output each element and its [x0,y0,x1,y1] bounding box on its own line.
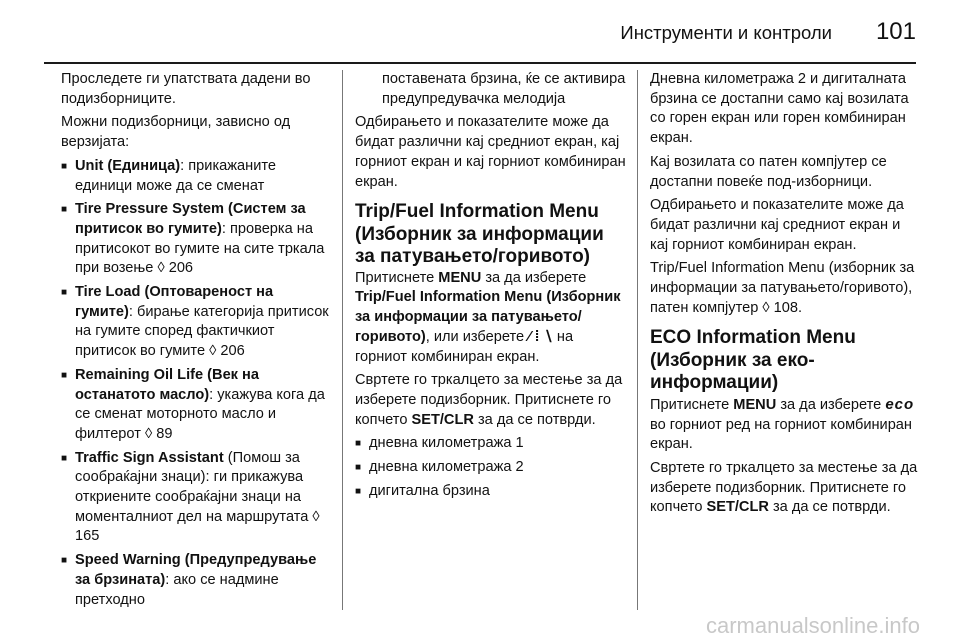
list-item: ■ дневна километража 1 [355,434,627,454]
set-clr-label: SET/CLR [706,499,769,516]
text: Притиснете [355,269,439,286]
text: Притиснете [650,396,734,413]
item-text: : ако се надмине претходно [75,571,279,608]
item-term: Speed Warning (Предупредување за брзината) [75,552,317,588]
paragraph: Проследете ги упатствата дадени во подизборниците. [61,71,311,107]
page-number: 101 [875,18,916,45]
item-text: : бирање категорија притисок на гумите според фактичкиот притисок во гумите ◊ 206 [75,303,329,360]
submenu-list [61,157,333,610]
paragraph: Trip/Fuel Information Menu (изборник за информации за патувањето/горивото), патен компјутер ◊ 108. [650,260,915,316]
text: за да се потврди. [473,411,596,428]
column-1 [61,70,333,614]
set-clr-label: SET/CLR [411,411,474,428]
list-item: ■ дигитална брзина [355,482,627,502]
eco-icon: eco [885,395,915,413]
column-2 [355,70,627,505]
list-item [61,449,333,548]
text: за да изберете [481,269,587,286]
paragraph: Можни подизборници, зависно од верзијата: [61,114,291,151]
text: на горниот комбиниран екран. [355,328,574,365]
paragraph: Дневна километража 2 и дигиталната брзина се достапни само кај возилата со горен екран или горен комбиниран екран. [650,71,909,147]
submenu-list [355,434,627,501]
item-text: : укажува кога да се сменат моторното масло и филтерот ◊ 89 [75,386,325,442]
paragraph: Одбирањето и показателите може да бидат различни кај средниот екран и кај горниот комбиниран екран. [650,197,904,253]
paragraph [355,371,627,430]
column-divider [637,70,638,610]
text: Свртете го тркалцето за местење за да изберете подизборник. Притиснете го копчето [650,460,918,516]
item-term: Tire Load (Оптовареност на гумите) [75,284,274,320]
column-3 [650,70,922,522]
list-item [61,366,333,445]
section-heading: ECO Information Menu (Изборник за еко-информации) [650,327,856,394]
list-item: ■ дневна километража 2 [355,458,627,478]
item-text: : прикажаните единици може да се сменат [75,157,277,194]
list-item [61,200,333,279]
menu-term: Trip/Fuel Information Menu (Изборник за информации за патувањето/горивото) [355,289,621,345]
watermark: carmanualsonline.info [705,613,920,638]
menu-button-label: MENU [438,269,482,286]
item-term: Traffic Sign Assistant [75,449,224,466]
text: за да се потврди. [768,499,891,516]
item-term: Unit (Единица) [75,157,181,174]
paragraph [355,269,627,368]
section-heading: Trip/Fuel Information Menu (Изборник за информации за патувањето/горивото) [355,201,604,268]
page-header-title: Инструменти и контроли [620,22,832,43]
item-term: Remaining Oil Life (Век на останатото масло) [75,366,259,403]
header-rule [44,62,916,64]
text: во горниот ред на горниот комбиниран екран. [650,416,912,453]
list-item [61,283,333,362]
continued-text: поставената брзина, ќе се активира предупредувачка мелодија [382,71,626,107]
trip-fuel-icon: ⁄ ⁞ ∖ [528,328,553,345]
list-item [61,157,333,196]
text: Свртете го тркалцето за местење за да изберете подизборник. Притиснете го копчето [355,372,623,428]
text: , или изберете [425,328,529,345]
menu-button-label: MENU [733,396,777,413]
paragraph [650,395,922,455]
column-divider [342,70,343,610]
text: за да изберете [776,396,886,413]
paragraph: Одбирањето и показателите може да бидат различни кај средниот екран, кај горниот екран и кај горниот комбиниран екран. [355,114,626,190]
item-text: (Помош за сообраќајни знаци): ги прикажува откриените сообраќајни знаци на моменталниот дел на маршрутата ◊ 165 [75,449,320,545]
item-term: Tire Pressure System (Систем за притисок во гумите) [75,201,306,237]
item-text: : проверка на притисокот во гумите на сите тркала при возење ◊ 206 [75,220,325,277]
list-item [61,551,333,610]
paragraph [650,459,922,518]
paragraph: Кај возилата со патен компјутер се достапни повеќе под-изборници. [650,153,887,190]
